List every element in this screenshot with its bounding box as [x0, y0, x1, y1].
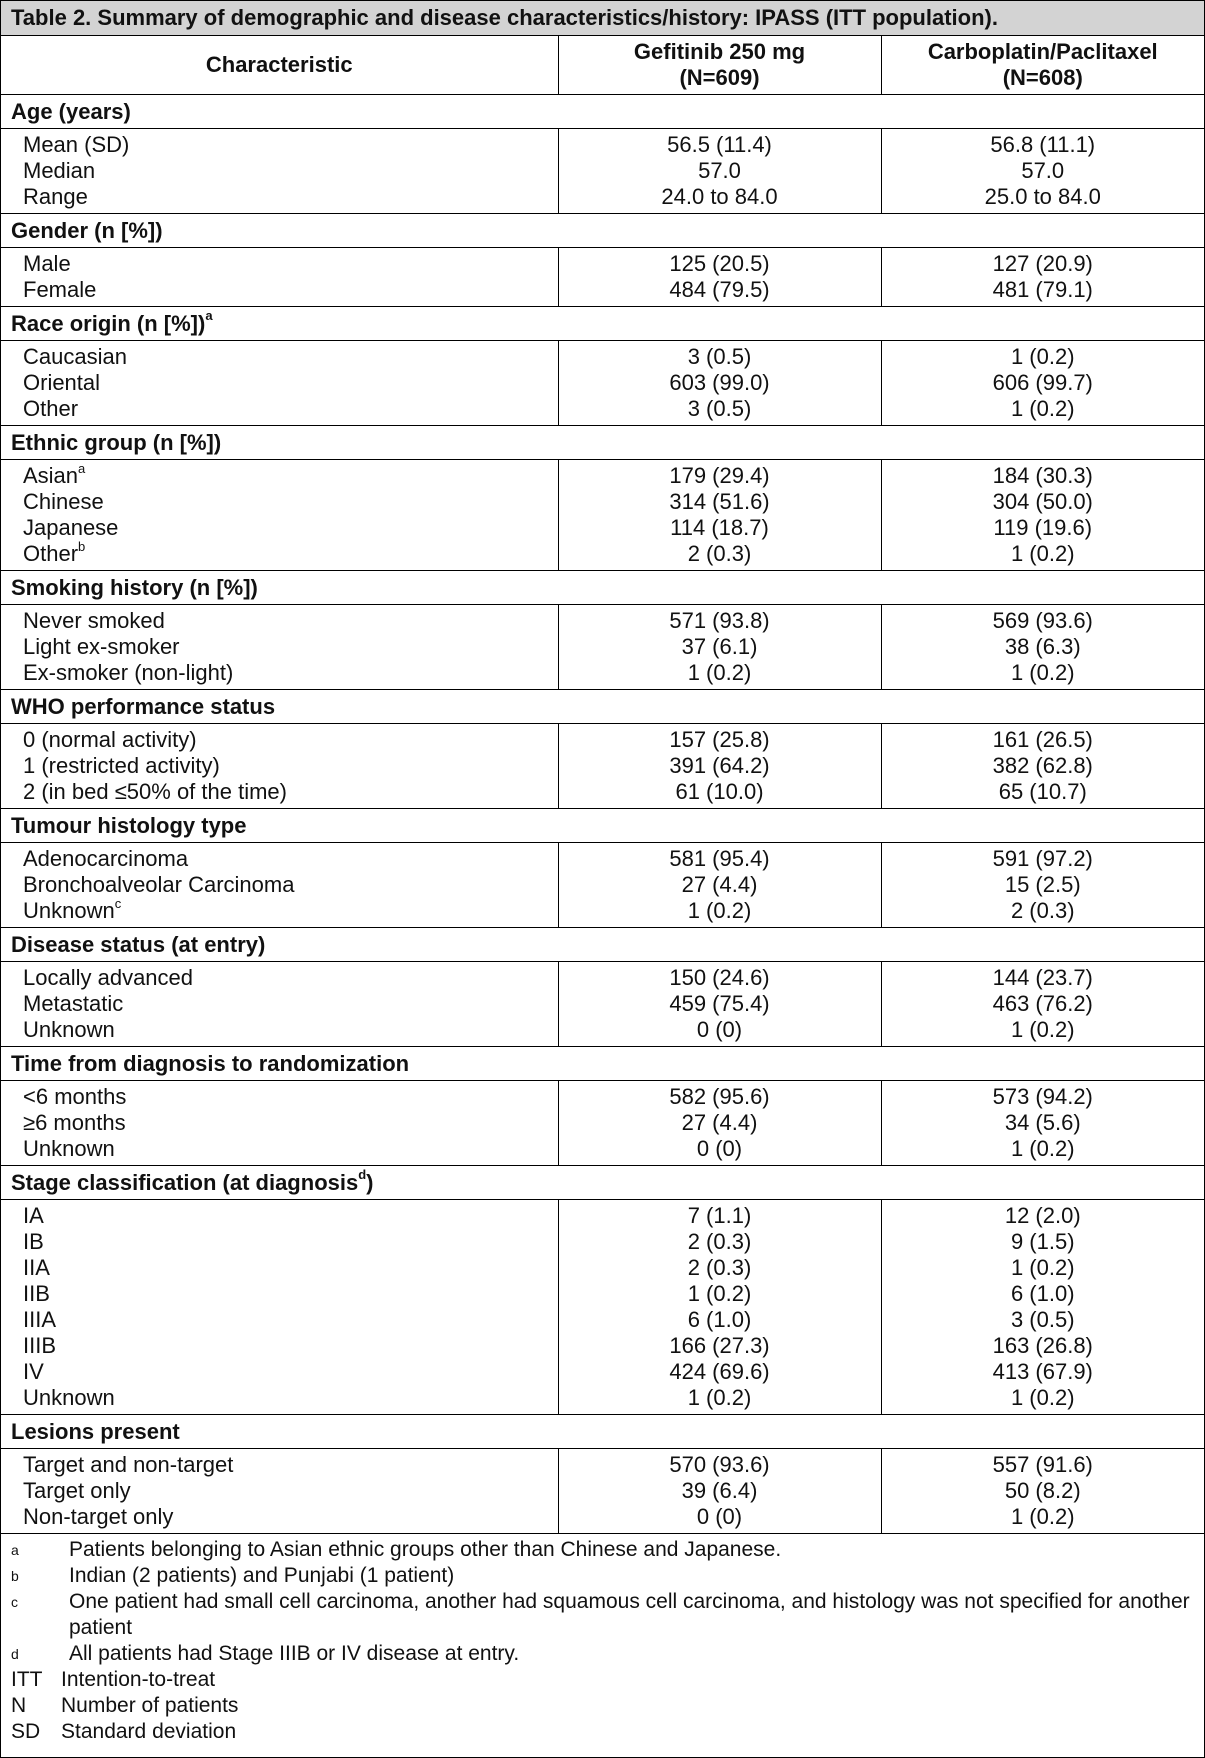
gefitinib-value: 0 (0) [558, 1504, 881, 1534]
section-heading [1, 809, 1204, 843]
row-label-text: Unknown [23, 1017, 115, 1042]
section-heading [1, 426, 1204, 460]
section-heading [1, 690, 1204, 724]
carboplatin-value: 3 (0.5) [881, 1307, 1204, 1333]
gefitinib-value: 150 (24.6) [558, 962, 881, 992]
table-row [1, 1333, 1204, 1359]
row-label [1, 158, 558, 184]
row-label [1, 634, 558, 660]
gefitinib-value: 3 (0.5) [558, 341, 881, 371]
row-label [1, 660, 558, 690]
section-heading-row [1, 307, 1204, 341]
row-label [1, 895, 558, 928]
row-label-text: Male [23, 251, 71, 276]
table-row [1, 991, 1204, 1017]
section-heading-row [1, 426, 1204, 460]
row-label [1, 489, 558, 515]
row-label-text: Chinese [23, 489, 104, 514]
row-label-text: Never smoked [23, 608, 165, 633]
gefitinib-value: 2 (0.3) [558, 541, 881, 571]
section-heading-row [1, 809, 1204, 843]
carboplatin-value: 6 (1.0) [881, 1281, 1204, 1307]
footnote [1, 1641, 1204, 1667]
gefitinib-value: 582 (95.6) [558, 1081, 881, 1111]
row-label-text: Other [23, 541, 79, 566]
header-carboplatin-n: (N=608) [1002, 65, 1083, 90]
row-label-text: Asian [23, 463, 79, 488]
gefitinib-value: 7 (1.1) [558, 1200, 881, 1230]
row-label [1, 605, 558, 635]
gefitinib-value: 179 (29.4) [558, 460, 881, 490]
table-row [1, 1359, 1204, 1385]
gefitinib-value: 570 (93.6) [558, 1449, 881, 1479]
section-heading-text: Time from diagnosis to randomization [11, 1050, 410, 1076]
carboplatin-value: 569 (93.6) [881, 605, 1204, 635]
carboplatin-value: 1 (0.2) [881, 1385, 1204, 1415]
header-row [1, 36, 1204, 95]
footnote-key: d [11, 1646, 19, 1662]
carboplatin-value: 481 (79.1) [881, 277, 1204, 307]
gefitinib-value: 603 (99.0) [558, 370, 881, 396]
abbreviation [1, 1719, 1204, 1745]
header-carboplatin [881, 36, 1204, 95]
section-heading [1, 1166, 1204, 1200]
table-row [1, 184, 1204, 214]
footnote-key: b [11, 1568, 19, 1584]
row-label-text: Target and non-target [23, 1452, 234, 1477]
carboplatin-value: 413 (67.9) [881, 1359, 1204, 1385]
row-label-text: Metastatic [23, 991, 124, 1016]
gefitinib-value: 27 (4.4) [558, 1110, 881, 1136]
gefitinib-value: 57.0 [558, 158, 881, 184]
carboplatin-value: 1 (0.2) [881, 396, 1204, 426]
carboplatin-value: 1 (0.2) [881, 1504, 1204, 1534]
row-label-text: <6 months [23, 1084, 127, 1109]
table-row [1, 1255, 1204, 1281]
table-row [1, 898, 1204, 928]
section-heading-text: Ethnic group (n [%]) [11, 429, 222, 455]
row-label [1, 872, 558, 898]
table-body [1, 95, 1204, 1534]
row-label-text: Caucasian [23, 344, 127, 369]
table-row [1, 1281, 1204, 1307]
carboplatin-value: 1 (0.2) [881, 660, 1204, 690]
table-row [1, 1110, 1204, 1136]
section-heading-text: Race origin (n [%]) [11, 310, 206, 336]
table-row [1, 872, 1204, 898]
row-label [1, 843, 558, 873]
carboplatin-value: 1 (0.2) [881, 541, 1204, 571]
carboplatin-value: 163 (26.8) [881, 1333, 1204, 1359]
abbreviation-text: Standard deviation [61, 1720, 237, 1743]
table-row [1, 1504, 1204, 1534]
row-label-text: Unknown [23, 1385, 115, 1410]
abbreviation [1, 1693, 1204, 1719]
abbreviation-key: ITT [11, 1668, 43, 1691]
footnote-key: c [11, 1594, 18, 1610]
header-carboplatin-name: Carboplatin/Paclitaxel [927, 39, 1158, 64]
section-heading [1, 571, 1204, 605]
carboplatin-value: 606 (99.7) [881, 370, 1204, 396]
row-label-text: IIIA [23, 1307, 57, 1332]
section-heading [1, 928, 1204, 962]
row-label [1, 1110, 558, 1136]
gefitinib-value: 157 (25.8) [558, 724, 881, 754]
section-heading-text: Tumour histology type [11, 812, 247, 838]
table-row [1, 277, 1204, 307]
table-row [1, 962, 1204, 992]
row-label-text: Target only [23, 1478, 131, 1503]
table-title: Table 2. Summary of demographic and disease characteristics/history: IPASS (ITT population). [1, 1, 1204, 36]
row-label [1, 515, 558, 541]
table-row [1, 129, 1204, 159]
abbreviation-key: N [11, 1694, 27, 1717]
row-label [1, 460, 558, 490]
abbreviation [1, 1667, 1204, 1693]
gefitinib-value: 571 (93.8) [558, 605, 881, 635]
gefitinib-value: 1 (0.2) [558, 898, 881, 928]
row-label-text: 0 (normal activity) [23, 727, 197, 752]
row-label [1, 184, 558, 214]
carboplatin-value: 65 (10.7) [881, 779, 1204, 809]
section-heading [1, 1047, 1204, 1081]
table-row [1, 541, 1204, 571]
row-label [1, 1478, 558, 1504]
section-heading-row [1, 214, 1204, 248]
table-row [1, 158, 1204, 184]
carboplatin-value: 57.0 [881, 158, 1204, 184]
row-label-text: Female [23, 277, 97, 302]
row-label-text: Unknown [23, 898, 115, 923]
row-label-text: IIB [23, 1281, 50, 1306]
row-label-text: Adenocarcinoma [23, 846, 189, 871]
row-label [1, 1333, 558, 1359]
section-heading-text: Lesions present [11, 1418, 180, 1444]
section-heading-row [1, 690, 1204, 724]
gefitinib-value: 1 (0.2) [558, 1385, 881, 1415]
row-label [1, 396, 558, 426]
carboplatin-value: 127 (20.9) [881, 248, 1204, 278]
carboplatin-value: 557 (91.6) [881, 1449, 1204, 1479]
row-label [1, 277, 558, 307]
gefitinib-value: 484 (79.5) [558, 277, 881, 307]
table-row [1, 724, 1204, 754]
row-label-text: Ex-smoker (non-light) [23, 660, 234, 685]
row-label-text: IA [23, 1203, 44, 1228]
row-label [1, 1200, 558, 1230]
header-gefitinib-name: Gefitinib 250 mg [633, 39, 806, 64]
gefitinib-value: 314 (51.6) [558, 489, 881, 515]
gefitinib-value: 391 (64.2) [558, 753, 881, 779]
table-row [1, 460, 1204, 490]
gefitinib-value: 166 (27.3) [558, 1333, 881, 1359]
gefitinib-value: 1 (0.2) [558, 1281, 881, 1307]
abbreviation-text: Intention-to-treat [61, 1668, 216, 1691]
section-heading [1, 307, 1204, 341]
row-label-text: IV [23, 1359, 44, 1384]
table-row [1, 779, 1204, 809]
row-label [1, 248, 558, 278]
table-row [1, 1081, 1204, 1111]
carboplatin-value: 56.8 (11.1) [881, 129, 1204, 159]
carboplatin-value: 463 (76.2) [881, 991, 1204, 1017]
row-label [1, 1136, 558, 1166]
section-heading-text: Disease status (at entry) [11, 931, 266, 957]
table-row [1, 1017, 1204, 1047]
carboplatin-value: 144 (23.7) [881, 962, 1204, 992]
header-gefitinib-n: (N=609) [679, 65, 760, 90]
section-heading-text: Smoking history (n [%]) [11, 574, 258, 600]
section-heading-text: Age (years) [11, 98, 131, 124]
section-heading-row [1, 95, 1204, 129]
carboplatin-value: 50 (8.2) [881, 1478, 1204, 1504]
gefitinib-value: 37 (6.1) [558, 634, 881, 660]
row-label [1, 1081, 558, 1111]
footnote-key: a [11, 1542, 19, 1558]
gefitinib-value: 114 (18.7) [558, 515, 881, 541]
row-label-text: Other [23, 396, 79, 421]
section-heading-row [1, 928, 1204, 962]
row-label [1, 724, 558, 754]
footnote-text: Indian (2 patients) and Punjabi (1 patient) [69, 1564, 455, 1587]
table-row [1, 370, 1204, 396]
row-label-text: Range [23, 184, 88, 209]
table-row [1, 489, 1204, 515]
row-label [1, 962, 558, 992]
table-row [1, 660, 1204, 690]
footnote-marker: d [358, 1167, 367, 1183]
carboplatin-value: 304 (50.0) [881, 489, 1204, 515]
table-row [1, 1307, 1204, 1333]
gefitinib-value: 2 (0.3) [558, 1229, 881, 1255]
gefitinib-value: 27 (4.4) [558, 872, 881, 898]
section-heading [1, 214, 1204, 248]
row-label-text: ≥6 months [23, 1110, 126, 1135]
gefitinib-value: 6 (1.0) [558, 1307, 881, 1333]
table-row [1, 1136, 1204, 1166]
table-row [1, 1229, 1204, 1255]
row-label [1, 1504, 558, 1534]
row-label-text: 1 (restricted activity) [23, 753, 220, 778]
header-characteristic: Characteristic [1, 36, 558, 95]
carboplatin-value: 382 (62.8) [881, 753, 1204, 779]
gefitinib-value: 2 (0.3) [558, 1255, 881, 1281]
carboplatin-value: 1 (0.2) [881, 1017, 1204, 1047]
footnote [1, 1589, 1204, 1641]
section-heading [1, 1415, 1204, 1449]
gefitinib-value: 424 (69.6) [558, 1359, 881, 1385]
table-row [1, 1478, 1204, 1504]
carboplatin-value: 25.0 to 84.0 [881, 184, 1204, 214]
section-heading [1, 95, 1204, 129]
footnote-marker: a [205, 308, 213, 324]
footnote-text: All patients had Stage IIIB or IV disease at entry. [69, 1642, 520, 1665]
abbreviation-text: Number of patients [61, 1694, 239, 1717]
abbreviation-key: SD [11, 1720, 41, 1743]
footnotes [1, 1534, 1204, 1745]
row-label-text: Light ex-smoker [23, 634, 180, 659]
gefitinib-value: 459 (75.4) [558, 991, 881, 1017]
header-gefitinib [558, 36, 881, 95]
footnote-marker: b [78, 538, 86, 554]
section-heading-text: Stage classification (at diagnosis [11, 1169, 359, 1195]
row-label [1, 1385, 558, 1415]
carboplatin-value: 591 (97.2) [881, 843, 1204, 873]
row-label [1, 1449, 558, 1479]
section-heading-tail: ) [366, 1169, 374, 1195]
carboplatin-value: 15 (2.5) [881, 872, 1204, 898]
carboplatin-value: 161 (26.5) [881, 724, 1204, 754]
table-row [1, 634, 1204, 660]
table-row [1, 605, 1204, 635]
table-row [1, 248, 1204, 278]
footnote-marker: a [78, 460, 86, 476]
footnote-text: Patients belonging to Asian ethnic groups other than Chinese and Japanese. [69, 1538, 782, 1561]
table-row [1, 396, 1204, 426]
carboplatin-value: 38 (6.3) [881, 634, 1204, 660]
row-label [1, 1255, 558, 1281]
section-heading-row [1, 1415, 1204, 1449]
row-label [1, 538, 558, 571]
row-label [1, 991, 558, 1017]
footnote-marker: c [114, 895, 122, 911]
carboplatin-value: 12 (2.0) [881, 1200, 1204, 1230]
row-label-text: 2 (in bed ≤50% of the time) [23, 779, 287, 804]
row-label-text: Bronchoalveolar Carcinoma [23, 872, 295, 897]
table-row [1, 1385, 1204, 1415]
carboplatin-value: 9 (1.5) [881, 1229, 1204, 1255]
carboplatin-value: 184 (30.3) [881, 460, 1204, 490]
table-row [1, 341, 1204, 371]
row-label-text: Oriental [23, 370, 101, 395]
gefitinib-value: 0 (0) [558, 1136, 881, 1166]
row-label [1, 1229, 558, 1255]
table-row [1, 1449, 1204, 1479]
row-label [1, 1359, 558, 1385]
row-label [1, 779, 558, 809]
characteristics-table [1, 36, 1204, 1534]
row-label-text: Locally advanced [23, 965, 194, 990]
carboplatin-value: 119 (19.6) [881, 515, 1204, 541]
section-heading-text: Gender (n [%]) [11, 217, 163, 243]
row-label-text: Mean (SD) [23, 132, 130, 157]
row-label [1, 1017, 558, 1047]
row-label [1, 370, 558, 396]
row-label [1, 1307, 558, 1333]
row-label-text: IB [23, 1229, 44, 1254]
row-label-text: Non-target only [23, 1504, 174, 1529]
gefitinib-value: 3 (0.5) [558, 396, 881, 426]
section-heading-text: WHO performance status [11, 693, 276, 719]
row-label [1, 753, 558, 779]
carboplatin-value: 2 (0.3) [881, 898, 1204, 928]
table-row [1, 753, 1204, 779]
row-label [1, 341, 558, 371]
row-label-text: Median [23, 158, 96, 183]
section-heading-row [1, 1047, 1204, 1081]
carboplatin-value: 1 (0.2) [881, 341, 1204, 371]
section-heading-row [1, 1166, 1204, 1200]
gefitinib-value: 24.0 to 84.0 [558, 184, 881, 214]
footnote-text: One patient had small cell carcinoma, another had squamous cell carcinoma, and histology was not specified for another patient [69, 1590, 1190, 1639]
footnote [1, 1537, 1204, 1563]
row-label [1, 1281, 558, 1307]
gefitinib-value: 39 (6.4) [558, 1478, 881, 1504]
table-row [1, 843, 1204, 873]
carboplatin-value: 34 (5.6) [881, 1110, 1204, 1136]
carboplatin-value: 573 (94.2) [881, 1081, 1204, 1111]
table-row [1, 515, 1204, 541]
gefitinib-value: 0 (0) [558, 1017, 881, 1047]
section-heading-row [1, 571, 1204, 605]
row-label-text: IIA [23, 1255, 50, 1280]
footnote [1, 1563, 1204, 1589]
gefitinib-value: 56.5 (11.4) [558, 129, 881, 159]
table-row [1, 1200, 1204, 1230]
gefitinib-value: 125 (20.5) [558, 248, 881, 278]
carboplatin-value: 1 (0.2) [881, 1255, 1204, 1281]
gefitinib-value: 1 (0.2) [558, 660, 881, 690]
row-label-text: IIIB [23, 1333, 57, 1358]
row-label-text: Unknown [23, 1136, 115, 1161]
row-label [1, 129, 558, 159]
row-label-text: Japanese [23, 515, 119, 540]
gefitinib-value: 61 (10.0) [558, 779, 881, 809]
carboplatin-value: 1 (0.2) [881, 1136, 1204, 1166]
gefitinib-value: 581 (95.4) [558, 843, 881, 873]
